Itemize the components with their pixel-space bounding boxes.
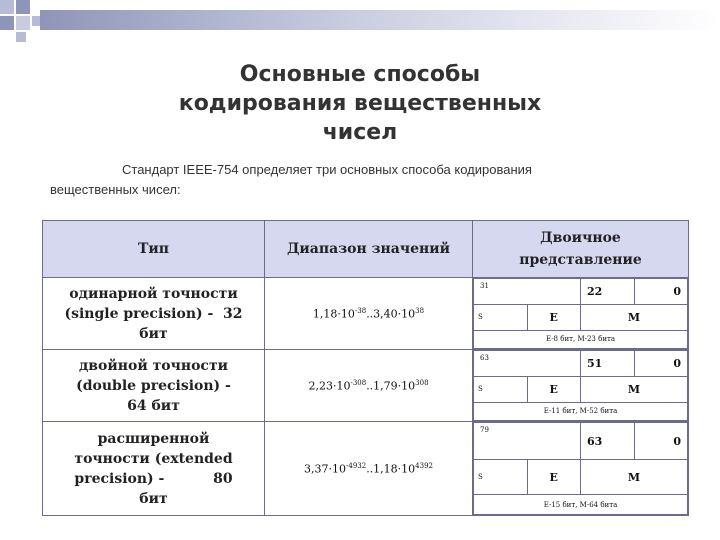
range-cell bbox=[265, 278, 473, 350]
bit-caption: E-15 бит, M-64 бита bbox=[474, 495, 688, 515]
bit-mid: 51 bbox=[581, 351, 635, 377]
bit-high: 79 bbox=[474, 423, 581, 460]
exponent-field: E bbox=[527, 304, 581, 330]
bit-low: 0 bbox=[634, 351, 688, 377]
type-line: бит bbox=[139, 490, 168, 507]
type-line: precision) - 80 bbox=[74, 470, 233, 487]
range-exp-high: 308 bbox=[415, 378, 429, 387]
exponent-field: E bbox=[527, 376, 581, 402]
range-start: 1,18·10 bbox=[312, 307, 355, 321]
binary-cell bbox=[473, 278, 689, 350]
bit-caption: E-11 бит, M-52 бита bbox=[474, 402, 688, 420]
bit-low: 0 bbox=[634, 423, 688, 460]
range-exp-low: -38 bbox=[354, 306, 367, 315]
header-binary: Двоичное представление bbox=[473, 221, 689, 278]
type-line: 64 бит bbox=[127, 397, 180, 414]
title-line: Основные способы bbox=[239, 62, 481, 87]
header-range: Диапазон значений bbox=[265, 221, 473, 278]
bit-mid: 63 bbox=[581, 423, 635, 460]
range-exp-low: -308 bbox=[350, 378, 367, 387]
type-line: бит bbox=[139, 325, 168, 342]
binary-cell bbox=[473, 350, 689, 422]
type-cell bbox=[43, 350, 265, 422]
sign-bit: S bbox=[474, 376, 528, 402]
exponent-field: E bbox=[527, 460, 581, 495]
range-cell bbox=[265, 422, 473, 516]
encoding-table bbox=[42, 220, 689, 516]
type-line: расширенной bbox=[97, 430, 210, 447]
binary-cell bbox=[473, 422, 689, 516]
sign-bit: S bbox=[474, 304, 528, 330]
sign-bit: S bbox=[474, 460, 528, 495]
intro-line: вещественных чисел: bbox=[50, 182, 181, 197]
type-line: одинарной точности bbox=[69, 285, 238, 302]
table-row bbox=[43, 422, 689, 516]
range-exp-high: 38 bbox=[415, 306, 425, 315]
range-end: ..1,79·10 bbox=[366, 379, 416, 393]
bit-low: 0 bbox=[634, 279, 688, 305]
mantissa-field: M bbox=[581, 304, 688, 330]
table-row bbox=[43, 350, 689, 422]
header-type: Тип bbox=[43, 221, 265, 278]
title-line: кодирования вещественных bbox=[178, 91, 542, 116]
bit-high: 63 bbox=[474, 351, 581, 377]
type-line: (double precision) - bbox=[76, 377, 231, 394]
range-start: 2,23·10 bbox=[308, 379, 351, 393]
bit-caption: E-8 бит, M-23 бита bbox=[474, 330, 688, 348]
type-line: (single precision) - 32 bbox=[64, 305, 243, 322]
type-cell bbox=[43, 278, 265, 350]
type-cell bbox=[43, 422, 265, 516]
range-cell bbox=[265, 350, 473, 422]
range-start: 3,37·10 bbox=[304, 462, 346, 476]
range-exp-high: 4392 bbox=[415, 461, 433, 470]
decorative-top-bar bbox=[40, 10, 720, 30]
intro-text bbox=[50, 160, 690, 200]
mantissa-field: M bbox=[581, 460, 688, 495]
type-line: двойной точности bbox=[78, 357, 229, 374]
table-row bbox=[43, 278, 689, 350]
range-exp-low: -4932 bbox=[346, 461, 367, 470]
range-end: ..3,40·10 bbox=[366, 307, 416, 321]
intro-line: Стандарт IEEE-754 определяет три основных способа кодирования bbox=[122, 162, 532, 177]
type-line: точности (extended bbox=[74, 450, 233, 467]
mantissa-field: M bbox=[581, 376, 688, 402]
title-line: чисел bbox=[322, 120, 398, 145]
slide-title bbox=[140, 60, 580, 147]
bit-mid: 22 bbox=[581, 279, 635, 305]
range-end: ..1,18·10 bbox=[366, 462, 416, 476]
bit-high: 31 bbox=[474, 279, 581, 305]
table-header-row bbox=[43, 221, 689, 278]
